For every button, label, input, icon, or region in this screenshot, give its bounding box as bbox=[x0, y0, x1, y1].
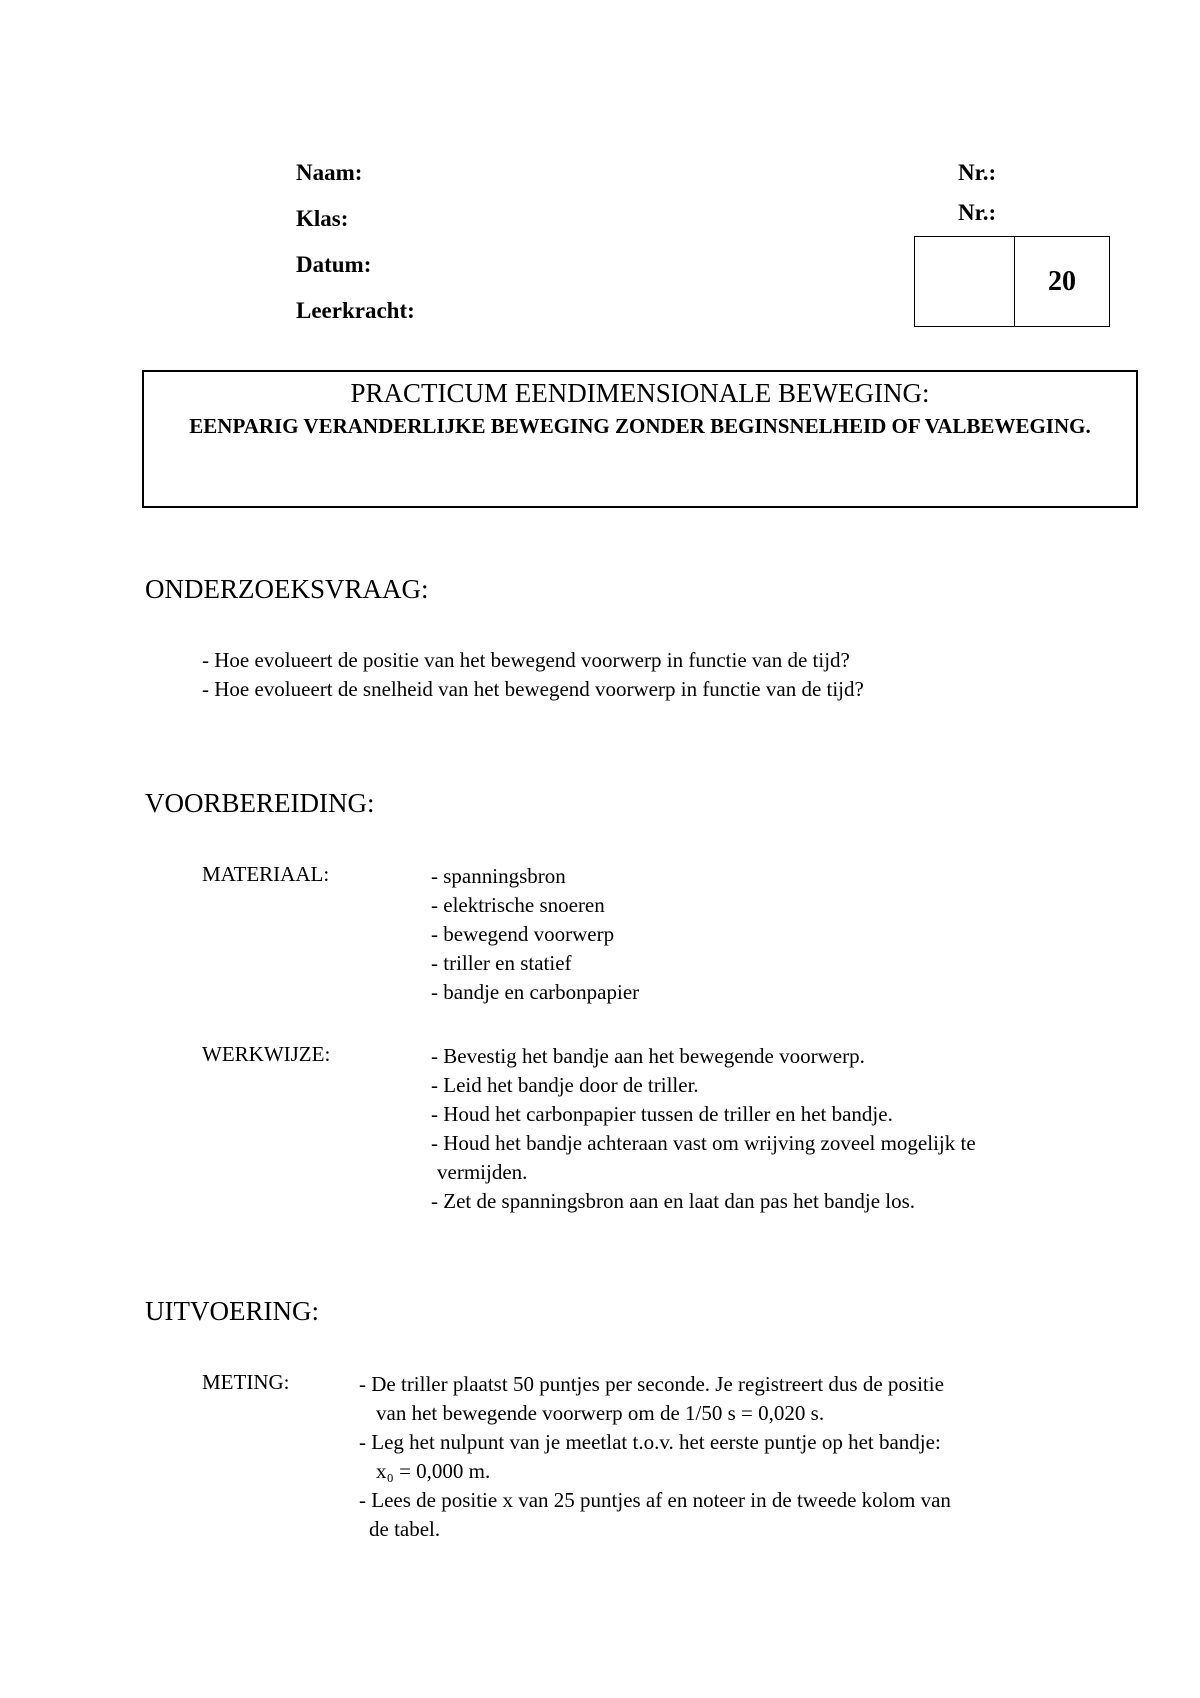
werkwijze-list bbox=[431, 1042, 1091, 1216]
klas-label: Klas: bbox=[296, 206, 349, 231]
list-item: de tabel. bbox=[369, 1517, 441, 1541]
naam-label: Naam: bbox=[296, 160, 363, 185]
nr-label-2: Nr.: bbox=[958, 200, 997, 225]
uitvoering-heading: UITVOERING: bbox=[145, 1296, 319, 1326]
list-item: - bewegend voorwerp bbox=[431, 922, 615, 946]
datum-label: Datum: bbox=[296, 252, 372, 277]
list-item: - De triller plaatst 50 puntjes per seconde. Je registreert dus de positie bbox=[359, 1372, 944, 1396]
list-item: - bandje en carbonpapier bbox=[431, 980, 640, 1004]
list-item: van het bewegende voorwerp om de 1/50 s = 0,020 s. bbox=[376, 1401, 825, 1425]
page-title: PRACTICUM EENDIMENSIONALE BEWEGING: bbox=[350, 378, 930, 408]
list-item: - Lees de positie x van 25 puntjes af en noteer in de tweede kolom van bbox=[359, 1488, 951, 1512]
voorbereiding-heading: VOORBEREIDING: bbox=[145, 788, 375, 818]
list-item: - Houd het carbonpapier tussen de triller en het bandje. bbox=[431, 1102, 893, 1126]
materiaal-list bbox=[431, 862, 639, 1007]
score-max: 20 bbox=[1048, 265, 1076, 297]
meting-list bbox=[359, 1370, 1099, 1544]
onderzoeksvraag-list bbox=[202, 646, 864, 704]
nr-label-1: Nr.: bbox=[958, 160, 997, 185]
question-item: - Hoe evolueert de positie van het bewegend voorwerp in functie van de tijd? bbox=[202, 648, 850, 672]
list-item: - Leid het bandje door de triller. bbox=[431, 1073, 699, 1097]
werkwijze-label: WERKWIJZE: bbox=[202, 1042, 331, 1066]
question-item: - Hoe evolueert de snelheid van het bewegend voorwerp in functie van de tijd? bbox=[202, 677, 864, 701]
list-item: x₀ = 0,000 m. bbox=[376, 1459, 491, 1483]
meting-label: METING: bbox=[202, 1370, 290, 1394]
title-box bbox=[142, 370, 1138, 508]
page-subtitle: EENPARIG VERANDERLIJKE BEWEGING ZONDER BEGINSNELHEID OF VALBEWEGING. bbox=[189, 414, 1091, 438]
leerkracht-label: Leerkracht: bbox=[296, 298, 415, 323]
onderzoeksvraag-heading: ONDERZOEKSVRAAG: bbox=[145, 574, 429, 604]
list-item: - triller en statief bbox=[431, 951, 572, 975]
list-item: - elektrische snoeren bbox=[431, 893, 605, 917]
score-box bbox=[914, 236, 1110, 327]
score-cell bbox=[915, 237, 1015, 326]
materiaal-label: MATERIAAL: bbox=[202, 862, 330, 886]
list-item: - spanningsbron bbox=[431, 864, 566, 888]
list-item: vermijden. bbox=[437, 1160, 528, 1184]
list-item: - Bevestig het bandje aan het bewegende voorwerp. bbox=[431, 1044, 865, 1068]
list-item: - Houd het bandje achteraan vast om wrijving zoveel mogelijk te bbox=[431, 1131, 976, 1155]
list-item: - Leg het nulpunt van je meetlat t.o.v. het eerste puntje op het bandje: bbox=[359, 1430, 941, 1454]
list-item: - Zet de spanningsbron aan en laat dan pas het bandje los. bbox=[431, 1189, 916, 1213]
